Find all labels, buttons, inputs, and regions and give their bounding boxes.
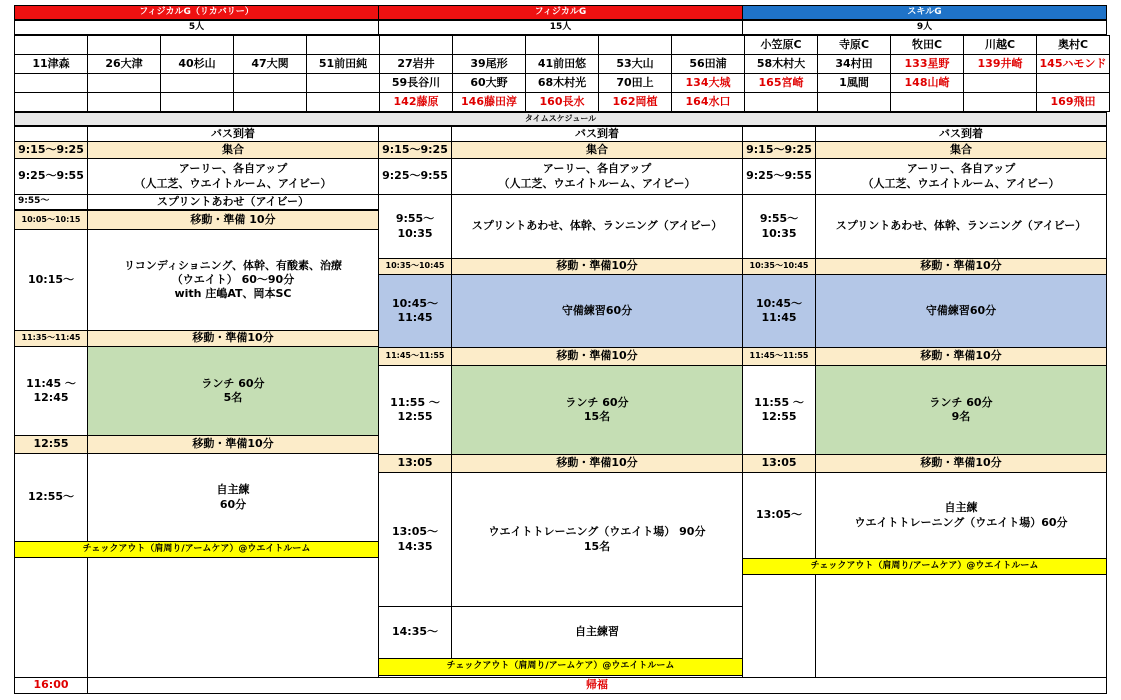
c2-move2: 移動・準備10分 [451, 347, 743, 366]
player-cell: 60大野 [452, 73, 526, 93]
c1-recon: リコンディショニング、体幹、有酸素、治療 （ウエイト） 60〜90分 with 庄嶋AT、岡本SC [87, 229, 379, 331]
c1-self: 自主練 60分 [87, 453, 379, 542]
player-cell: 68木村光 [525, 73, 599, 93]
player-cell: 133星野 [890, 54, 964, 74]
c2-sprint: スプリントあわせ、体幹、ランニング（アイビー） [451, 194, 743, 259]
player-cell: 139井崎 [963, 54, 1037, 74]
c1-bus-blank [14, 126, 88, 142]
c1-empty [87, 557, 379, 678]
player-cell: 51前田純 [306, 54, 380, 74]
player-cell: 164水口 [671, 92, 745, 112]
player-cell: 160長水 [525, 92, 599, 112]
player-cell: 148山崎 [890, 73, 964, 93]
c2-checkout: チェックアウト（肩周り/アームケア）@ウエイトルーム [378, 658, 743, 676]
group-physical-count: 15人 [378, 20, 743, 35]
c3-checkout: チェックアウト（肩周り/アームケア）@ウエイトルーム [742, 558, 1107, 575]
c3-empty-time [742, 574, 816, 678]
player-cell: 59長谷川 [379, 73, 453, 93]
player-cell: 145ハモンド [1036, 54, 1110, 74]
player-cell: 53大山 [598, 54, 672, 74]
c2-self: 自主練習 [451, 606, 743, 659]
c1-bus: バス到着 [87, 126, 379, 142]
player-cell: 134大城 [671, 73, 745, 93]
empty-cell [452, 35, 526, 55]
c3-move3-time: 13:05 [742, 454, 816, 473]
c2-sprint-time: 9:55〜 10:35 [378, 194, 452, 259]
c3-sprint-time: 9:55〜 10:35 [742, 194, 816, 259]
c2-defense-time: 10:45〜 11:45 [378, 274, 452, 348]
empty-cell [160, 73, 234, 93]
group-skill-count: 9人 [742, 20, 1107, 35]
c3-early-time: 9:25〜9:55 [742, 158, 816, 195]
c2-lunch: ランチ 60分 15名 [451, 365, 743, 455]
c1-move1-time: 10:05〜10:15 [14, 210, 88, 230]
player-cell: 56田浦 [671, 54, 745, 74]
footer-label: 帰福 [87, 677, 1107, 694]
c1-gather-time: 9:15〜9:25 [14, 141, 88, 159]
group-skill-title: スキルG [742, 5, 1107, 20]
c2-move1-time: 10:35〜10:45 [378, 258, 452, 275]
empty-cell [14, 92, 88, 112]
coach-cell: 寺原C [817, 35, 891, 55]
footer-time: 16:00 [14, 677, 88, 694]
empty-cell [14, 73, 88, 93]
coach-cell: 小笠原C [744, 35, 818, 55]
empty-cell [1036, 73, 1110, 93]
c2-weight-time: 13:05〜 14:35 [378, 472, 452, 607]
player-cell: 11津森 [14, 54, 88, 74]
c2-gather-time: 9:15〜9:25 [378, 141, 452, 159]
c2-early: アーリー、各自アップ （人工芝、ウエイトルーム、アイビー） [451, 158, 743, 195]
player-cell: 27岩井 [379, 54, 453, 74]
player-cell: 47大関 [233, 54, 307, 74]
empty-cell [306, 73, 380, 93]
coach-cell: 川越C [963, 35, 1037, 55]
player-cell: 34村田 [817, 54, 891, 74]
c1-sprint-time: 9:55〜 [14, 194, 88, 210]
c3-move2-time: 11:45〜11:55 [742, 347, 816, 366]
empty-cell [306, 35, 380, 55]
coach-cell: 奥村C [1036, 35, 1110, 55]
c1-move2-time: 11:35〜11:45 [14, 330, 88, 347]
empty-cell [379, 35, 453, 55]
c2-move3: 移動・準備10分 [451, 454, 743, 473]
c1-early-time: 9:25〜9:55 [14, 158, 88, 195]
empty-cell [87, 35, 161, 55]
empty-cell [963, 92, 1037, 112]
group-physical-title: フィジカルG [378, 5, 743, 20]
empty-cell [890, 92, 964, 112]
c1-lunch-time: 11:45 〜 12:45 [14, 346, 88, 436]
c1-checkout: チェックアウト（肩周り/アームケア）@ウエイトルーム [14, 541, 379, 558]
player-cell: 1風間 [817, 73, 891, 93]
c2-move2-time: 11:45〜11:55 [378, 347, 452, 366]
player-cell: 40杉山 [160, 54, 234, 74]
empty-cell [671, 35, 745, 55]
c1-recon-time: 10:15〜 [14, 229, 88, 331]
empty-cell [525, 35, 599, 55]
c3-bus: バス到着 [815, 126, 1107, 142]
empty-cell [598, 35, 672, 55]
c2-bus-blank [378, 126, 452, 142]
c1-move1: 移動・準備 10分 [87, 210, 379, 230]
c2-gather: 集合 [451, 141, 743, 159]
empty-cell [87, 92, 161, 112]
empty-cell [233, 35, 307, 55]
c3-gather: 集合 [815, 141, 1107, 159]
empty-cell [233, 92, 307, 112]
player-cell: 58木村大 [744, 54, 818, 74]
group-recovery-count: 5人 [14, 20, 379, 35]
c1-empty-time [14, 557, 88, 678]
empty-cell [963, 73, 1037, 93]
player-cell: 41前田悠 [525, 54, 599, 74]
c3-move1: 移動・準備10分 [815, 258, 1107, 275]
c3-empty [815, 574, 1107, 678]
c3-move3: 移動・準備10分 [815, 454, 1107, 473]
c3-bus-blank [742, 126, 816, 142]
c3-weight: 自主練 ウエイトトレーニング（ウエイト場）60分 [815, 472, 1107, 559]
coach-cell: 牧田C [890, 35, 964, 55]
c1-lunch: ランチ 60分 5名 [87, 346, 379, 436]
player-cell: 146藤田淳 [452, 92, 526, 112]
player-cell: 26大津 [87, 54, 161, 74]
c3-move2: 移動・準備10分 [815, 347, 1107, 366]
empty-cell [233, 73, 307, 93]
c2-move3-time: 13:05 [378, 454, 452, 473]
c3-lunch-time: 11:55 〜 12:55 [742, 365, 816, 455]
c3-defense-time: 10:45〜 11:45 [742, 274, 816, 348]
c1-early: アーリー、各自アップ （人工芝、ウエイトルーム、アイビー） [87, 158, 379, 195]
c1-sprint: スプリントあわせ（アイビー） [87, 194, 379, 210]
c1-gather: 集合 [87, 141, 379, 159]
c2-lunch-time: 11:55 〜 12:55 [378, 365, 452, 455]
empty-cell [160, 35, 234, 55]
player-cell: 70田上 [598, 73, 672, 93]
c3-early: アーリー、各自アップ （人工芝、ウエイトルーム、アイビー） [815, 158, 1107, 195]
empty-cell [817, 92, 891, 112]
group-recovery-title: フィジカルG（リカバリー） [14, 5, 379, 20]
c3-lunch: ランチ 60分 9名 [815, 365, 1107, 455]
c1-move3-time: 12:55 [14, 435, 88, 454]
player-cell: 162岡植 [598, 92, 672, 112]
c2-self-time: 14:35〜 [378, 606, 452, 659]
c2-early-time: 9:25〜9:55 [378, 158, 452, 195]
c2-bus: バス到着 [451, 126, 743, 142]
player-cell: 39尾形 [452, 54, 526, 74]
empty-cell [744, 92, 818, 112]
c1-move3: 移動・準備10分 [87, 435, 379, 454]
empty-cell [14, 35, 88, 55]
c3-gather-time: 9:15〜9:25 [742, 141, 816, 159]
c3-defense: 守備練習60分 [815, 274, 1107, 348]
player-cell: 169飛田 [1036, 92, 1110, 112]
timetable-title: タイムスケジュール [14, 112, 1107, 126]
empty-cell [87, 73, 161, 93]
c2-defense: 守備練習60分 [451, 274, 743, 348]
c3-move1-time: 10:35〜10:45 [742, 258, 816, 275]
c3-weight-time: 13:05〜 [742, 472, 816, 559]
c2-weight: ウエイトトレーニング（ウエイト場） 90分 15名 [451, 472, 743, 607]
player-cell: 165宮崎 [744, 73, 818, 93]
empty-cell [306, 92, 380, 112]
c3-sprint: スプリントあわせ、体幹、ランニング（アイビー） [815, 194, 1107, 259]
c1-move2: 移動・準備10分 [87, 330, 379, 347]
c1-self-time: 12:55〜 [14, 453, 88, 542]
empty-cell [160, 92, 234, 112]
player-cell: 142藤原 [379, 92, 453, 112]
c2-move1: 移動・準備10分 [451, 258, 743, 275]
